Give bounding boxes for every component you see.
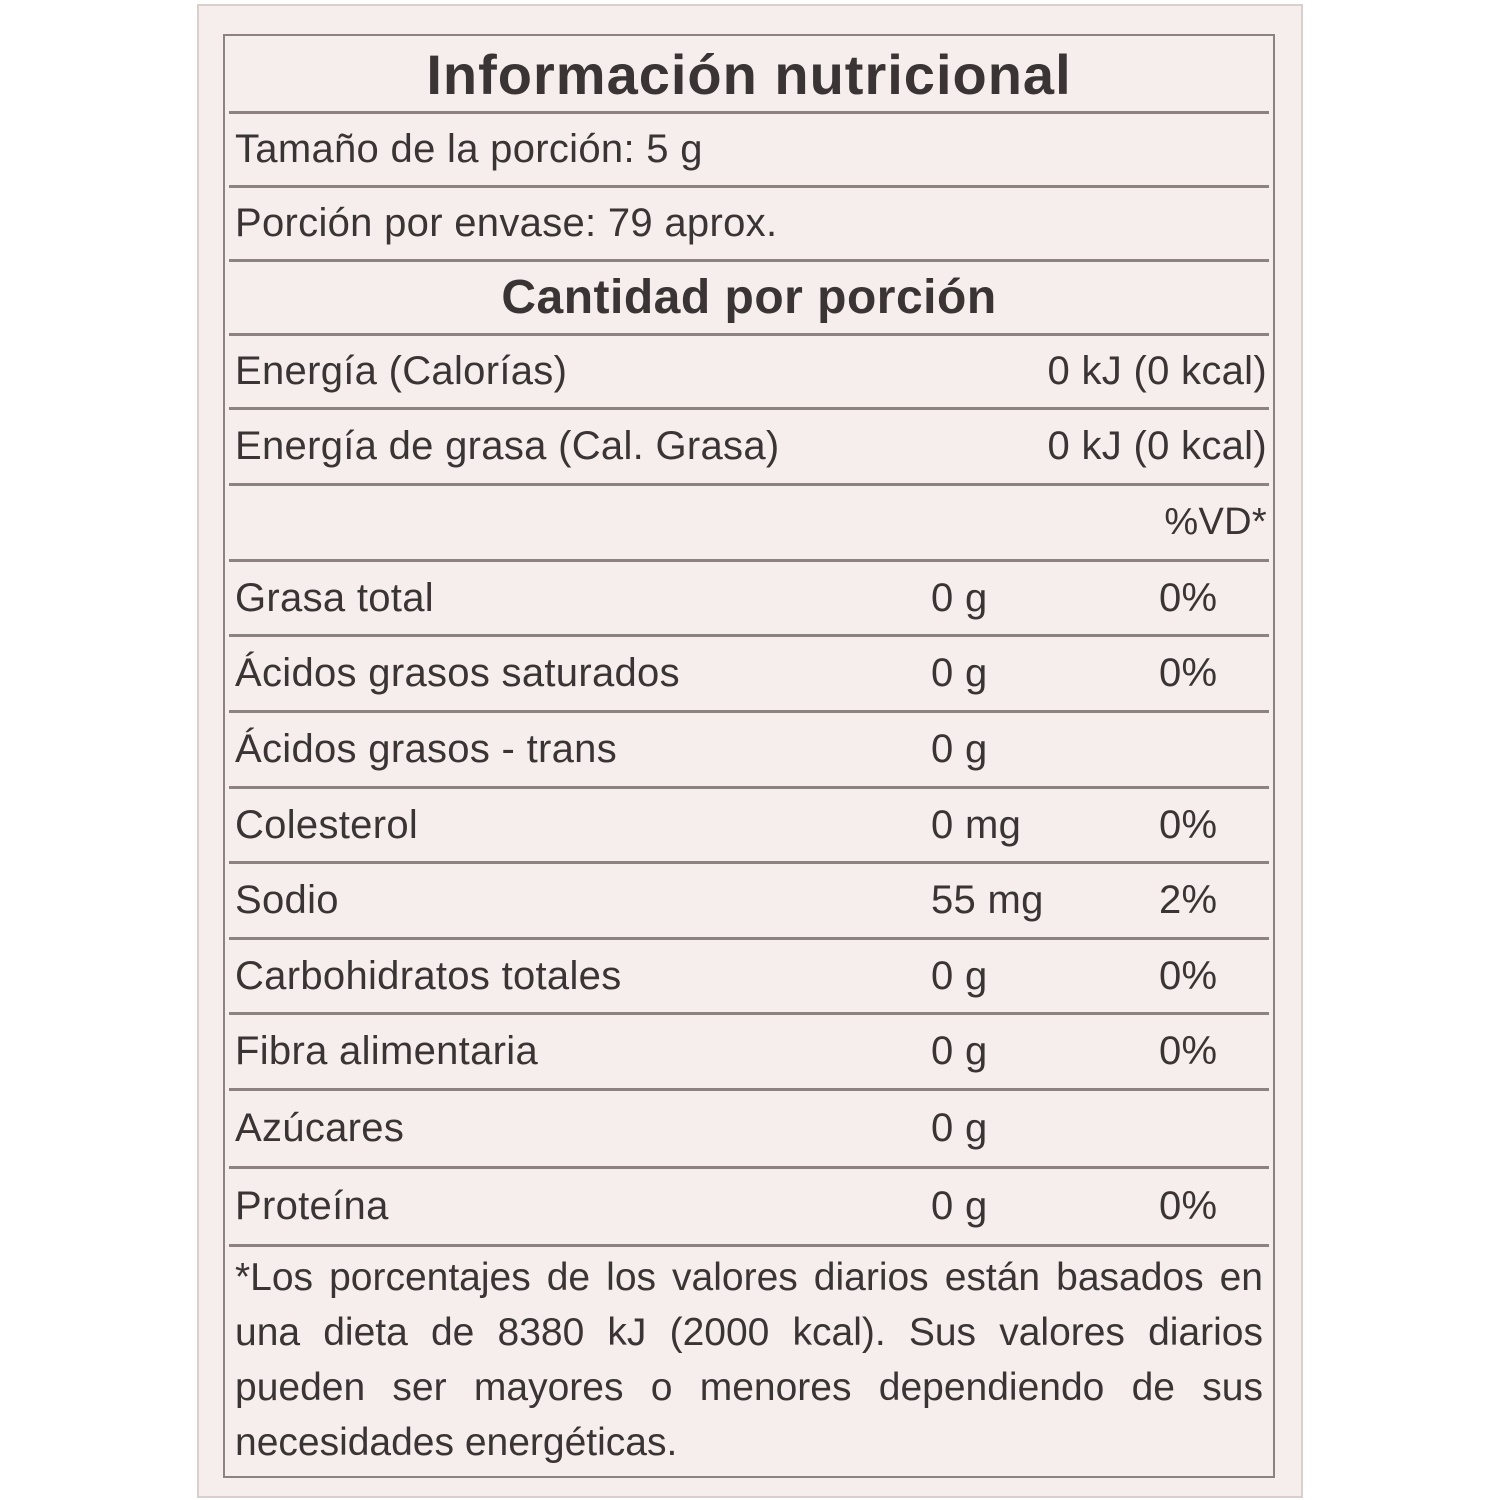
nutrient-amount: 0 g: [931, 651, 988, 695]
nutrient-amount: 0 g: [931, 575, 988, 620]
nutrient-name: Grasa total: [235, 575, 434, 620]
nutrient-daily-value: 0%: [1159, 575, 1218, 620]
dv-header-row: [229, 486, 1269, 562]
nutrient-row: [229, 1169, 1269, 1247]
nutrient-daily-value: 0%: [1159, 651, 1218, 695]
nutrient-daily-value: 0%: [1159, 802, 1218, 847]
energy-label: Energía (Calorías): [235, 349, 568, 393]
nutrient-name: Ácidos grasos saturados: [235, 651, 680, 695]
nutrient-name: Azúcares: [235, 1106, 405, 1150]
energy-fat-row: [229, 410, 1269, 486]
nutrient-amount: 55 mg: [931, 878, 1044, 922]
amount-per-serving-header: Cantidad por porción: [501, 271, 997, 324]
daily-value-footnote: *Los porcentajes de los valores diarios están basados en una dieta de 8380 kJ (2000 kcal). Sus valores diarios pueden ser mayores o menores dependiendo de sus necesidades energéticas.: [235, 1256, 1263, 1464]
nutrient-daily-value: 0%: [1159, 1184, 1218, 1228]
nutrient-row: [229, 1015, 1269, 1091]
nutrient-name: Colesterol: [235, 802, 419, 847]
nutrient-name: Carbohidratos totales: [235, 953, 622, 998]
label-title-row: [229, 38, 1269, 114]
nutrient-daily-value: 0%: [1159, 1029, 1218, 1073]
amount-header-row: [229, 262, 1269, 336]
nutrient-row: [229, 562, 1269, 637]
nutrient-amount: 0 g: [931, 953, 988, 998]
energy-row: [229, 336, 1269, 410]
nutrient-daily-value: 0%: [1159, 953, 1218, 998]
nutrient-name: Fibra alimentaria: [235, 1029, 538, 1073]
energy-value: 0 kJ (0 kcal): [1047, 349, 1267, 393]
energy-fat-value: 0 kJ (0 kcal): [1047, 424, 1267, 468]
nutrient-daily-value: 2%: [1159, 878, 1218, 922]
nutrient-row: [229, 940, 1269, 1015]
nutrient-row: [229, 637, 1269, 713]
nutrient-name: Sodio: [235, 878, 339, 922]
nutrition-label: [197, 4, 1303, 1498]
label-title: Información nutricional: [426, 43, 1072, 106]
servings-per-container-row: [229, 188, 1269, 262]
daily-value-header: %VD*: [1164, 501, 1267, 543]
nutrient-name: Proteína: [235, 1184, 389, 1228]
nutrient-amount: 0 g: [931, 1029, 988, 1073]
servings-per-container: Porción por envase: 79 aprox.: [235, 201, 778, 245]
nutrient-row: [229, 713, 1269, 789]
nutrient-amount: 0 mg: [931, 802, 1022, 847]
nutrient-row: [229, 1091, 1269, 1169]
nutrient-amount: 0 g: [931, 727, 988, 771]
serving-size: Tamaño de la porción: 5 g: [235, 127, 703, 171]
energy-fat-label: Energía de grasa (Cal. Grasa): [235, 424, 780, 468]
nutrient-amount: 0 g: [931, 1184, 988, 1228]
nutrient-amount: 0 g: [931, 1106, 988, 1150]
nutrition-table: [223, 34, 1275, 1478]
nutrient-row: [229, 864, 1269, 940]
nutrient-row: [229, 789, 1269, 864]
serving-size-row: [229, 114, 1269, 188]
nutrient-name: Ácidos grasos - trans: [235, 727, 618, 771]
